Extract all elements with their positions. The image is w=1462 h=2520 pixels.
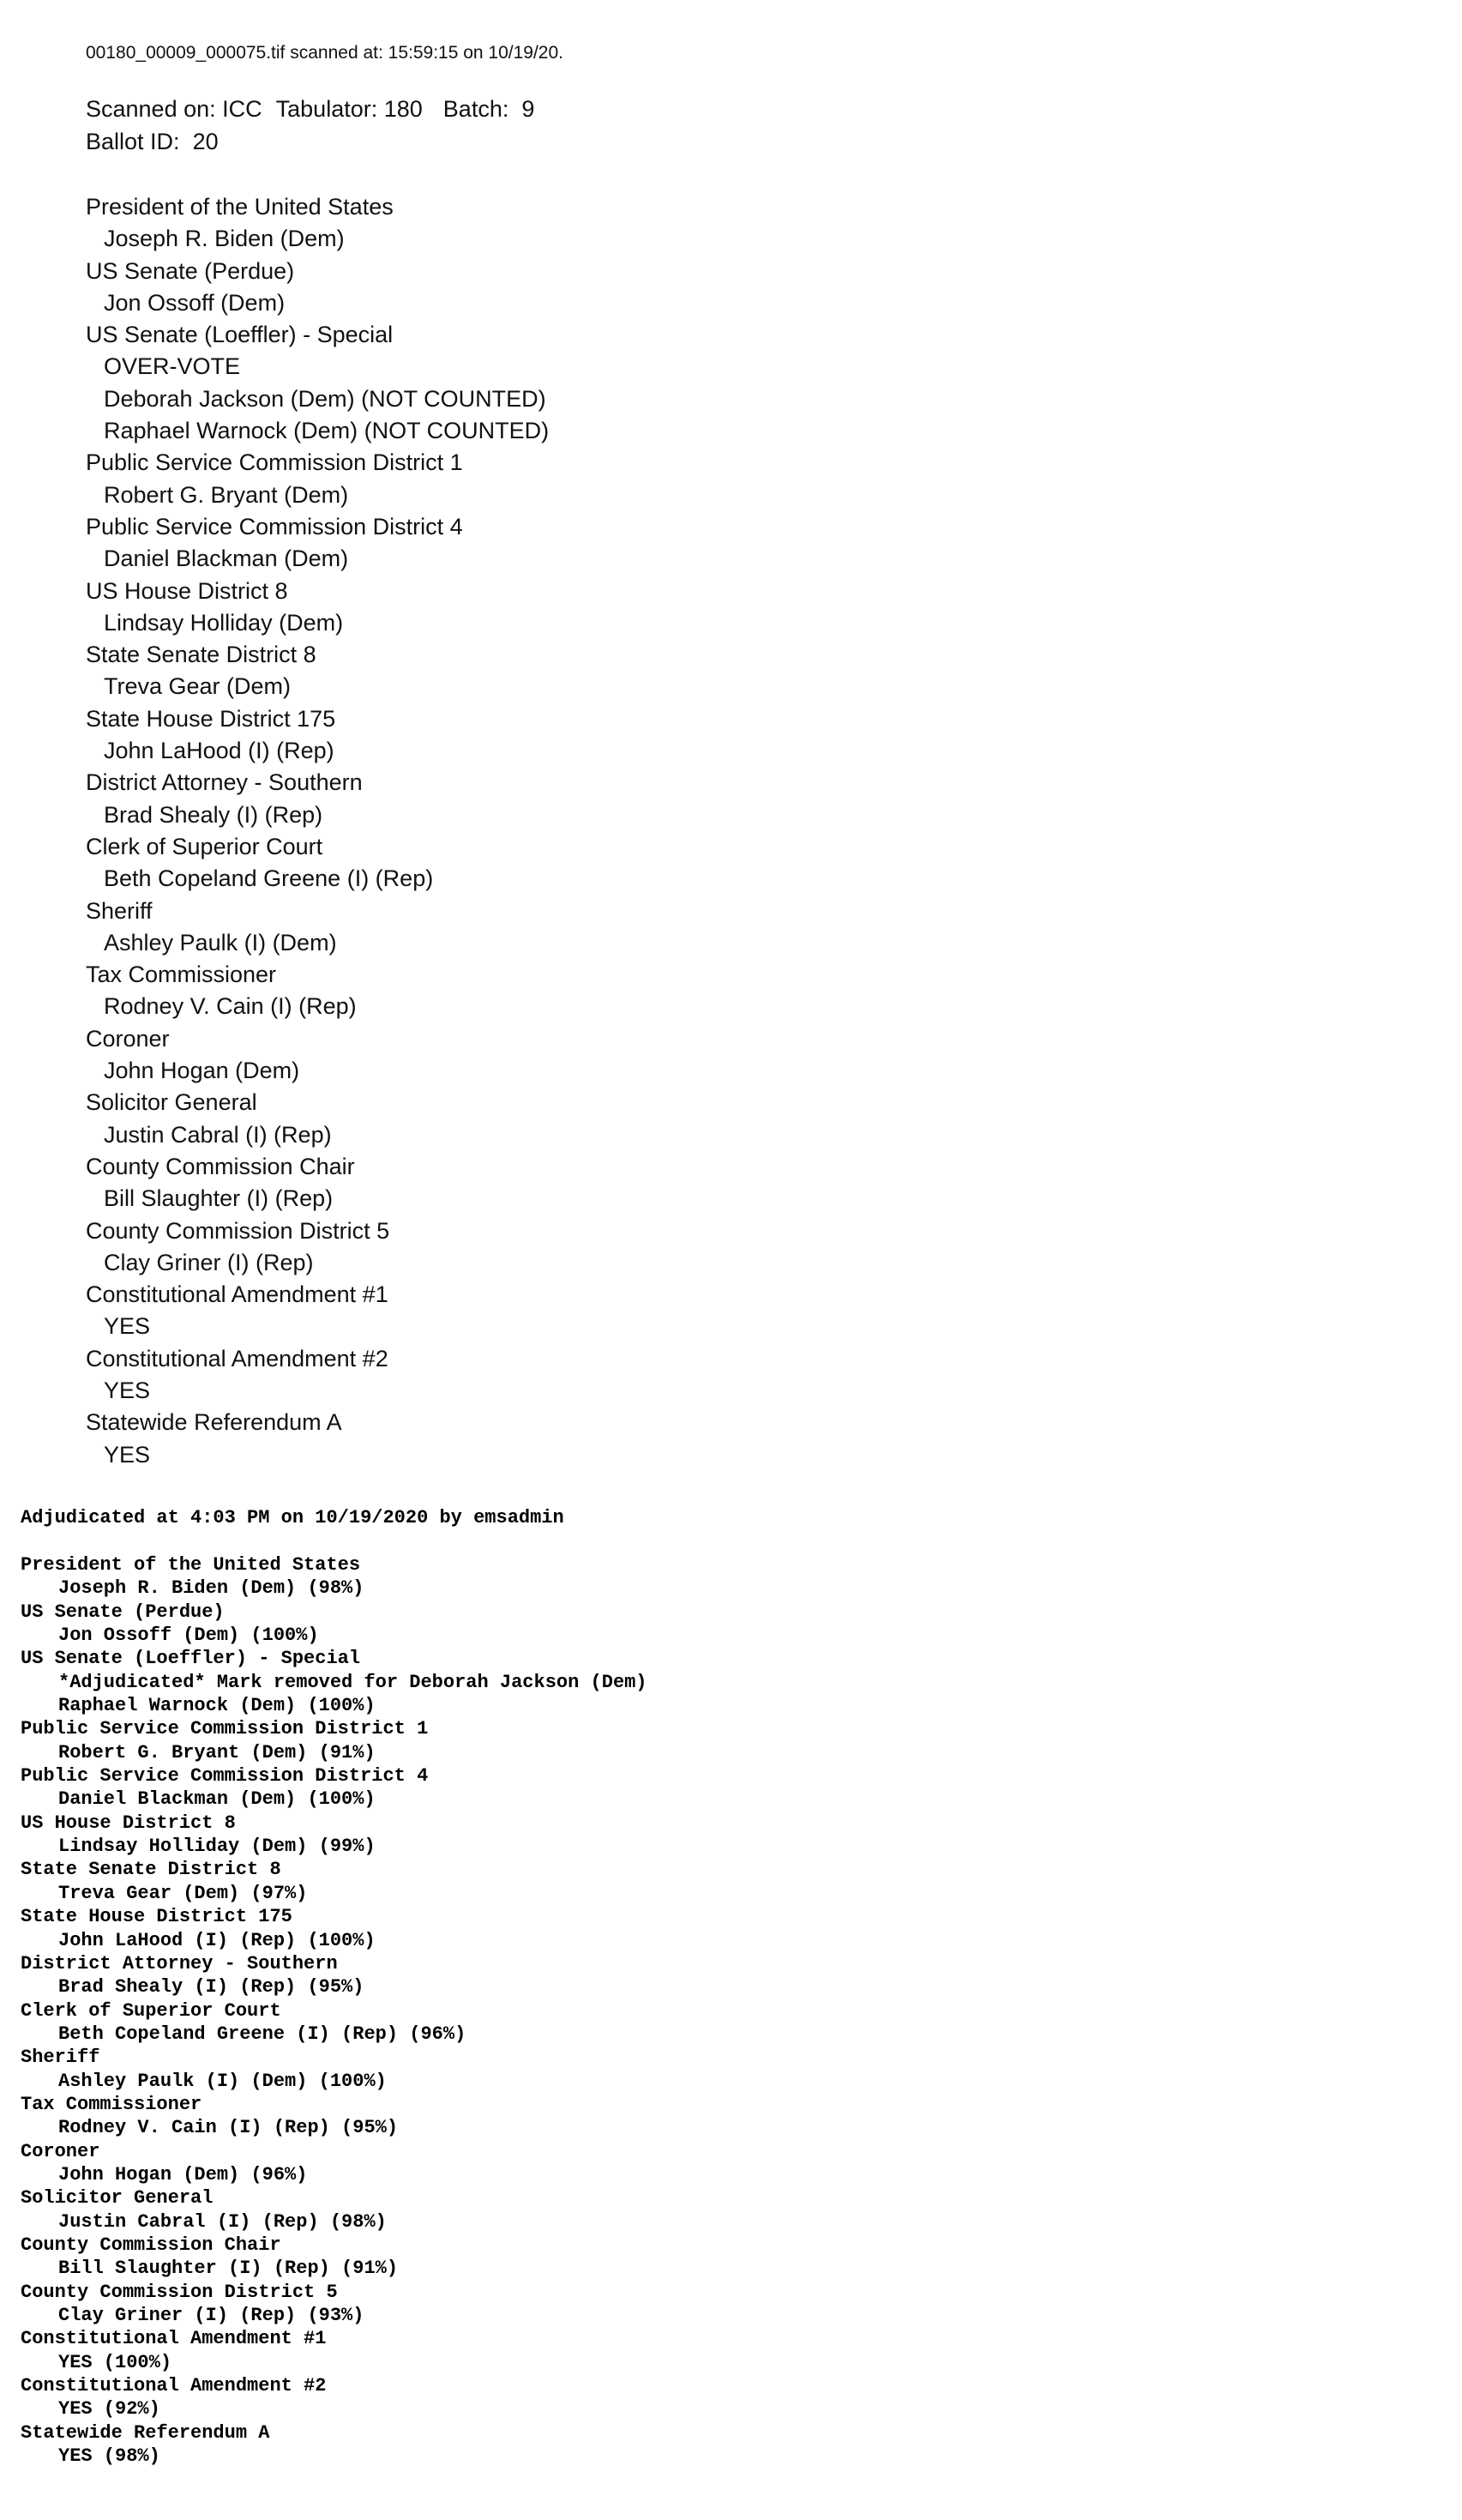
contest-title: Solicitor General — [86, 1089, 257, 1116]
ballot-id-value: 20 — [192, 129, 219, 154]
contest-choice: YES (98%) — [58, 2445, 160, 2468]
contest-choice: Deborah Jackson (Dem) (NOT COUNTED) — [104, 385, 546, 412]
scan-metadata — [86, 93, 534, 158]
contest-choice: YES — [104, 1441, 151, 1468]
contest-title: State Senate District 8 — [86, 642, 316, 668]
tabulator-value: 180 — [383, 96, 423, 122]
contest-choice: Lindsay Holliday (Dem) (99%) — [58, 1836, 376, 1858]
batch-value: 9 — [521, 96, 535, 122]
contest-title: State House District 175 — [21, 1906, 292, 1928]
contest-title: State House District 175 — [86, 705, 336, 732]
contest-title: Tax Commissioner — [21, 2093, 202, 2115]
contest-choice: Raphael Warnock (Dem) (NOT COUNTED) — [104, 418, 550, 444]
contest-choice: Brad Shealy (I) (Rep) (95%) — [58, 1976, 364, 1999]
contest-choice: *Adjudicated* Mark removed for Deborah Jackson (Dem) — [58, 1671, 647, 1693]
contest-choice: YES — [104, 1377, 151, 1403]
ballot-id-label: Ballot ID: — [86, 129, 180, 154]
contest-choice: Robert G. Bryant (Dem) (91%) — [58, 1741, 376, 1763]
contest-choice: YES (92%) — [58, 2398, 160, 2421]
contest-title: Tax Commissioner — [86, 962, 277, 988]
contest-title: US House District 8 — [21, 1812, 236, 1834]
contest-title: County Commission Chair — [86, 1153, 355, 1179]
contest-choice: Justin Cabral (I) (Rep) (98%) — [58, 2210, 387, 2233]
contest-choice: Clay Griner (I) (Rep) — [104, 1249, 314, 1275]
contest-choice: Rodney V. Cain (I) (Rep) — [104, 993, 357, 1020]
contest-choice: Jon Ossoff (Dem) — [104, 289, 286, 316]
contest-choice: John Hogan (Dem) (96%) — [58, 2163, 308, 2185]
contest-title: US Senate (Perdue) — [21, 1601, 225, 1623]
contest-choice: Ashley Paulk (I) (Dem) (100%) — [58, 2070, 387, 2092]
contest-title: Coroner — [86, 1025, 170, 1052]
contest-title: President of the United States — [21, 1554, 361, 1576]
contest-title: Public Service Commission District 1 — [21, 1718, 429, 1740]
contest-title: President of the United States — [86, 194, 394, 220]
contest-title: County Commission District 5 — [86, 1217, 390, 1244]
adjudicated-contest-list — [21, 1553, 647, 2468]
contest-choice: Joseph R. Biden (Dem) (98%) — [58, 1577, 364, 1600]
contest-title: Sheriff — [86, 897, 153, 924]
scan-metadata-row — [86, 93, 534, 125]
contest-title: Coroner — [21, 2140, 100, 2162]
contest-choice: Beth Copeland Greene (I) (Rep) — [104, 865, 434, 892]
contest-title: District Attorney - Southern — [21, 1952, 338, 1974]
batch-label: Batch: — [442, 96, 509, 122]
contest-title: Public Service Commission District 4 — [21, 1765, 429, 1788]
contest-choice: Bill Slaughter (I) (Rep) (91%) — [58, 2258, 399, 2280]
ballot-contest-list — [86, 191, 549, 1471]
contest-choice: John Hogan (Dem) — [104, 1058, 300, 1084]
contest-title: Sheriff — [21, 2047, 100, 2069]
contest-choice: Treva Gear (Dem) (97%) — [58, 1882, 308, 1904]
contest-title: Statewide Referendum A — [21, 2421, 270, 2444]
contest-title: Clerk of Superior Court — [86, 833, 323, 859]
contest-choice: Brad Shealy (I) (Rep) — [104, 801, 323, 828]
contest-choice: Ashley Paulk (I) (Dem) — [104, 929, 337, 956]
contest-choice: Justin Cabral (I) (Rep) — [104, 1121, 332, 1148]
contest-title: Solicitor General — [21, 2187, 214, 2210]
contest-choice: John LaHood (I) (Rep) — [104, 738, 334, 764]
scanned-on-label: Scanned on: — [86, 96, 216, 122]
contest-choice: YES — [104, 1313, 151, 1340]
contest-choice: Bill Slaughter (I) (Rep) — [104, 1185, 334, 1212]
contest-choice: Treva Gear (Dem) — [104, 673, 292, 700]
contest-choice: Daniel Blackman (Dem) (100%) — [58, 1788, 376, 1811]
contest-title: US House District 8 — [86, 577, 288, 604]
contest-title: State Senate District 8 — [21, 1859, 281, 1881]
contest-choice: OVER-VOTE — [104, 353, 241, 380]
contest-choice: Lindsay Holliday (Dem) — [104, 609, 344, 636]
scanned-on-value: ICC — [222, 96, 262, 122]
contest-choice: Jon Ossoff (Dem) (100%) — [58, 1625, 319, 1647]
contest-title: Constitutional Amendment #1 — [86, 1281, 388, 1308]
contest-title: Constitutional Amendment #2 — [86, 1345, 388, 1372]
contest-title: County Commission District 5 — [21, 2281, 338, 2303]
contest-title: Constitutional Amendment #1 — [21, 2328, 327, 2350]
contest-title: Clerk of Superior Court — [21, 1999, 281, 2022]
contest-choice: Joseph R. Biden (Dem) — [104, 226, 345, 252]
contest-choice: Rodney V. Cain (I) (Rep) (95%) — [58, 2117, 399, 2139]
contest-title: County Commission Chair — [21, 2234, 281, 2256]
contest-title: Constitutional Amendment #2 — [21, 2375, 327, 2397]
contest-choice: Robert G. Bryant (Dem) — [104, 481, 349, 508]
tabulator-label: Tabulator: — [275, 96, 378, 122]
contest-choice: YES (100%) — [58, 2351, 172, 2373]
contest-choice: Daniel Blackman (Dem) — [104, 546, 349, 572]
contest-title: Statewide Referendum A — [86, 1409, 342, 1436]
scan-file-header: 00180_00009_000075.tif scanned at: 15:59:15 on 10/19/20. — [86, 43, 563, 63]
contest-choice: John LaHood (I) (Rep) (100%) — [58, 1929, 376, 1951]
contest-title: Public Service Commission District 1 — [86, 449, 463, 476]
contest-title: Public Service Commission District 4 — [86, 513, 463, 540]
contest-title: US Senate (Perdue) — [86, 257, 295, 284]
ballot-id-row — [86, 125, 534, 158]
contest-choice: Beth Copeland Greene (I) (Rep) (96%) — [58, 2023, 466, 2045]
contest-title: US Senate (Loeffler) - Special — [21, 1648, 361, 1670]
contest-choice: Clay Griner (I) (Rep) (93%) — [58, 2305, 364, 2326]
contest-choice: Raphael Warnock (Dem) (100%) — [58, 1695, 376, 1717]
contest-title: District Attorney - Southern — [86, 769, 363, 796]
contest-title: US Senate (Loeffler) - Special — [86, 322, 394, 348]
adjudication-header: Adjudicated at 4:03 PM on 10/19/2020 by emsadmin — [21, 1507, 564, 1528]
